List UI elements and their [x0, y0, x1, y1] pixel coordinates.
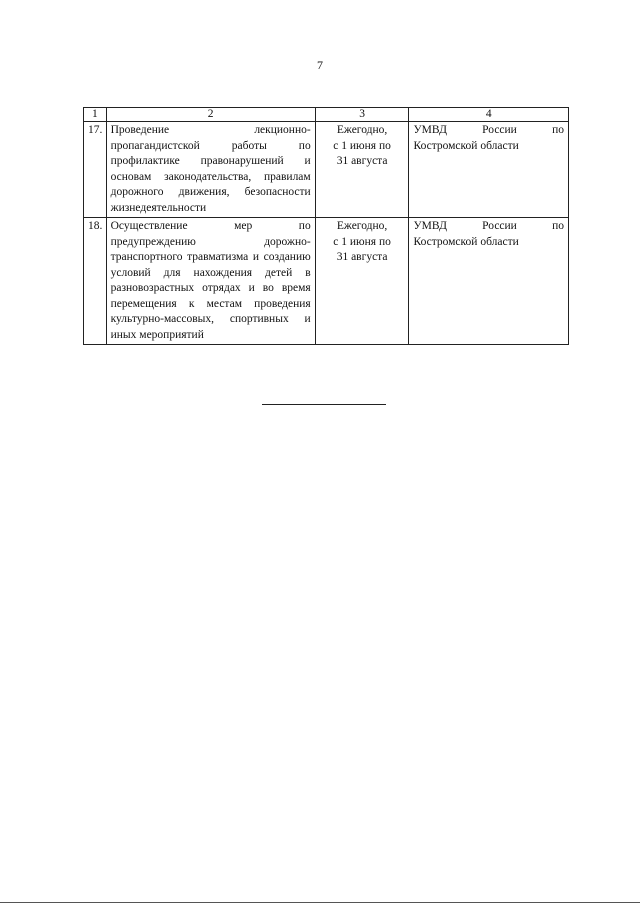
- header-cell-number: 1: [84, 108, 107, 122]
- row-number: 18.: [84, 218, 107, 345]
- executor-line: Костромской области: [413, 139, 519, 152]
- row-number: 17.: [84, 122, 107, 218]
- deadline-line: с 1 июня по: [333, 139, 391, 152]
- row-deadline: [315, 122, 409, 218]
- executor-word: России: [482, 124, 517, 136]
- header-cell-executor: 4: [409, 108, 569, 122]
- header-cell-description: 2: [106, 108, 315, 122]
- deadline-line: Ежегодно,: [336, 124, 388, 136]
- table-row: [84, 122, 569, 218]
- executor-line: [413, 123, 564, 139]
- row-executor: [409, 122, 569, 218]
- executor-line: [413, 219, 564, 235]
- end-of-document-rule: [262, 404, 386, 405]
- events-table: [83, 107, 569, 345]
- page-bottom-edge: [0, 902, 640, 903]
- executor-word: УМВД: [413, 124, 447, 136]
- row-executor: [409, 218, 569, 345]
- page-number: 7: [317, 58, 323, 72]
- deadline-line: 31 августа: [336, 251, 388, 263]
- deadline-line: Ежегодно,: [336, 220, 388, 232]
- deadline-line: с 1 июня по: [333, 235, 391, 248]
- deadline-line: 31 августа: [336, 155, 388, 167]
- executor-line: Костромской области: [413, 235, 519, 248]
- row-deadline: [315, 218, 409, 345]
- executor-word: УМВД: [413, 220, 447, 232]
- executor-word: по: [552, 220, 564, 232]
- executor-word: по: [552, 124, 564, 136]
- header-cell-deadline: 3: [315, 108, 409, 122]
- row-description: Проведение лекционно-пропагандистской работы по профилактике правонарушений и основам законодательства, правилам дорожного движения, безопасности жизнедеятельности: [106, 122, 315, 218]
- executor-word: России: [482, 220, 517, 232]
- table-row: [84, 218, 569, 345]
- row-description: Осуществление мер по предупреждению дорожно-транспортного травматизма и созданию условий для нахождения детей в разновозрастных отрядах и во время перемещения к местам проведения культурно-массовых, спортивных и иных мероприятий: [106, 218, 315, 345]
- table-header-row: [84, 108, 569, 122]
